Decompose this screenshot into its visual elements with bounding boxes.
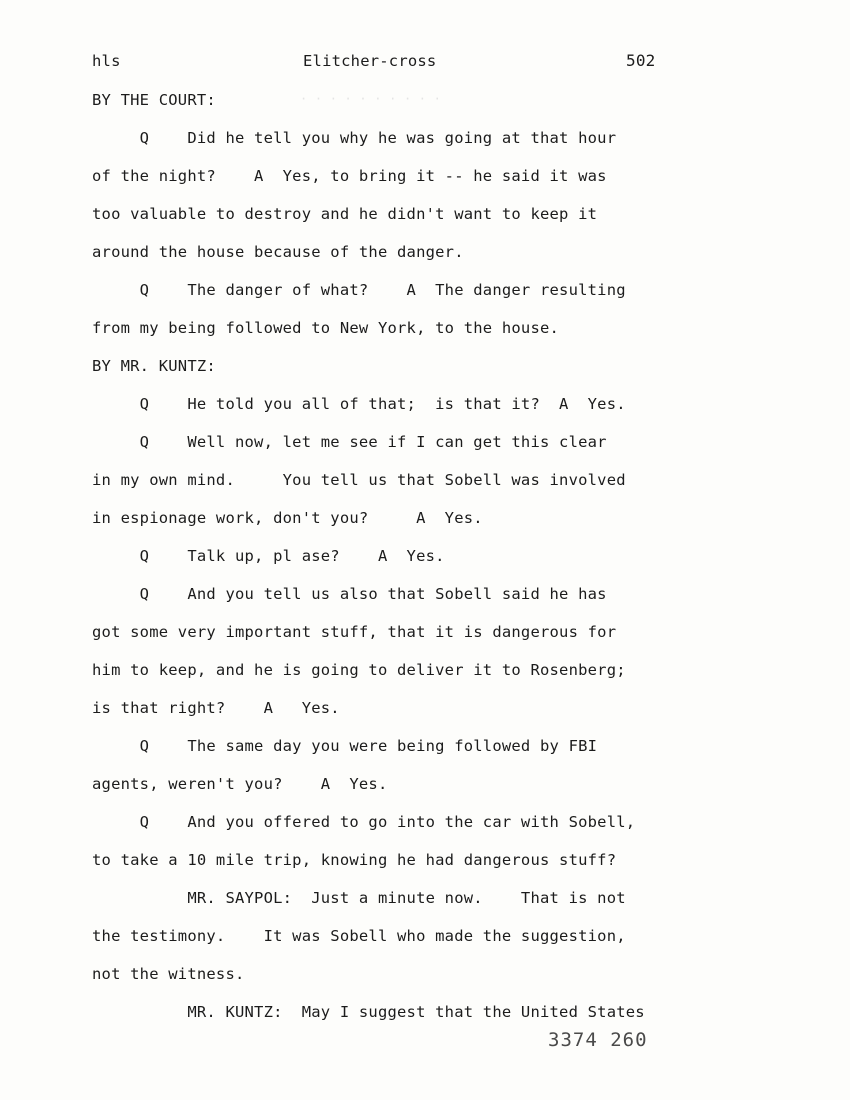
transcript-line: Q He told you all of that; is that it? A Yes. — [92, 395, 626, 413]
transcript-line: not the witness. — [92, 965, 245, 983]
transcript-line: MR. SAYPOL: Just a minute now. That is not — [92, 889, 626, 907]
transcript-line: Q The danger of what? A The danger resulting — [92, 281, 626, 299]
transcript-line: him to keep, and he is going to deliver it to Rosenberg; — [92, 661, 626, 679]
transcript-line: Q Well now, let me see if I can get this clear — [92, 433, 607, 451]
transcript-line: Q And you offered to go into the car with Sobell, — [92, 813, 636, 831]
transcript-line: of the night? A Yes, to bring it -- he said it was — [92, 167, 607, 185]
transcript-line: around the house because of the danger. — [92, 243, 464, 261]
reporter-initials: hls — [92, 52, 121, 70]
page-title: Elitcher-cross — [303, 52, 437, 70]
transcript-line: in my own mind. You tell us that Sobell was involved — [92, 471, 626, 489]
transcript-line: too valuable to destroy and he didn't want to keep it — [92, 205, 598, 223]
transcript-line: to take a 10 mile trip, knowing he had dangerous stuff? — [92, 851, 617, 869]
transcript-line: agents, weren't you? A Yes. — [92, 775, 388, 793]
transcript-line: got some very important stuff, that it is dangerous for — [92, 623, 617, 641]
transcript-line: is that right? A Yes. — [92, 699, 340, 717]
transcript-line: MR. KUNTZ: May I suggest that the United States — [92, 1003, 645, 1021]
transcript-line: the testimony. It was Sobell who made the suggestion, — [92, 927, 626, 945]
transcript-line: Q Did he tell you why he was going at that hour — [92, 129, 617, 147]
transcript-line: from my being followed to New York, to the house. — [92, 319, 560, 337]
transcript-line: BY THE COURT: — [92, 91, 216, 109]
transcript-line: BY MR. KUNTZ: — [92, 357, 216, 375]
page-number: 502 — [626, 51, 656, 70]
bleed-through: · · · · · · · · · · — [300, 92, 442, 106]
transcript-line: in espionage work, don't you? A Yes. — [92, 509, 483, 527]
transcript-line: Q The same day you were being followed by FBI — [92, 737, 598, 755]
transcript-line: Q And you tell us also that Sobell said he has — [92, 585, 607, 603]
transcript-line: Q Talk up, pl ase? A Yes. — [92, 547, 445, 565]
archive-stamp-number: 3374 260 — [548, 1029, 648, 1051]
